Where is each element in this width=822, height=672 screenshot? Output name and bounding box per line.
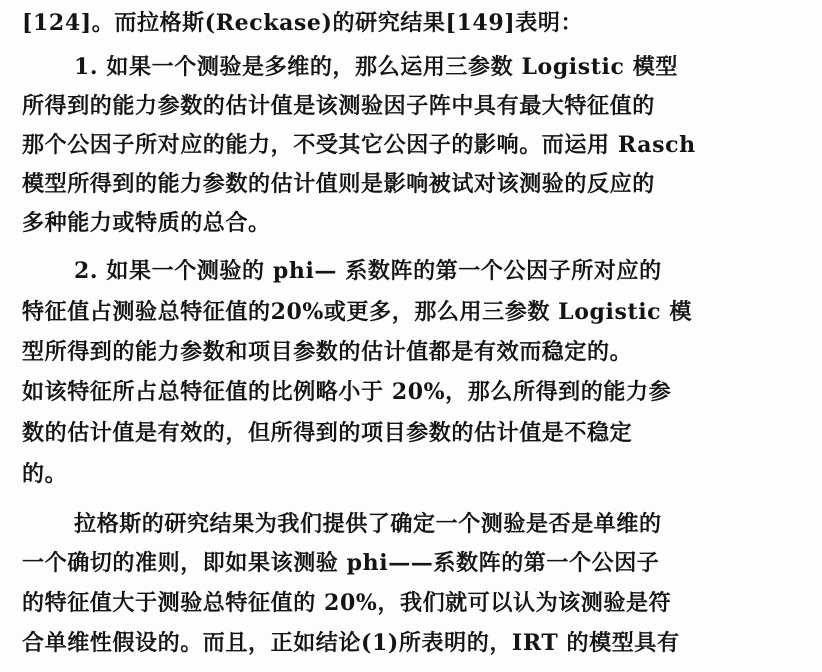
text-line: 数的估计值是有效的，但所得到的项目参数的估计值是不稳定 [22,420,633,446]
text-line: 型所得到的能力参数和项目参数的估计值都是有效而稳定的。 [22,339,633,365]
text-line: 合单维性假设的。而且，正如结论(1)所表明的，IRT 的模型具有 [22,630,680,656]
text-line: 那个公因子所对应的能力，不受其它公因子的影响。而运用 Rasch [22,132,696,158]
text-line: 1. 如果一个测验是多维的，那么运用三参数 Logistic 模型 [74,54,678,80]
text-line: 2. 如果一个测验的 phi— 系数阵的第一个公因子所对应的 [74,258,662,284]
text-line: 的。 [22,461,68,487]
text-line: 如该特征所占总特征值的比例略小于 20%，那么所得到的能力参 [22,379,672,405]
text-line: 拉格斯的研究结果为我们提供了确定一个测验是否是单维的 [74,511,662,537]
text-line: 多种能力或特质的总合。 [22,210,271,236]
text-line: 的特征值大于测验总特征值的 20%，我们就可以认为该测验是符 [22,590,672,616]
text-line: [124]。而拉格斯(Reckase)的研究结果[149]表明： [22,10,584,36]
text-line: 模型所得到的能力参数的估计值则是影响被试对该测验的反应的 [22,171,655,197]
text-line: 所得到的能力参数的估计值是该测验因子阵中具有最大特征值的 [22,93,655,119]
text-line: 特征值占测验总特征值的20%或更多，那么用三参数 Logistic 模 [22,299,693,325]
text-line: 一个确切的准则，即如果该测验 phi——系数阵的第一个公因子 [22,550,660,576]
